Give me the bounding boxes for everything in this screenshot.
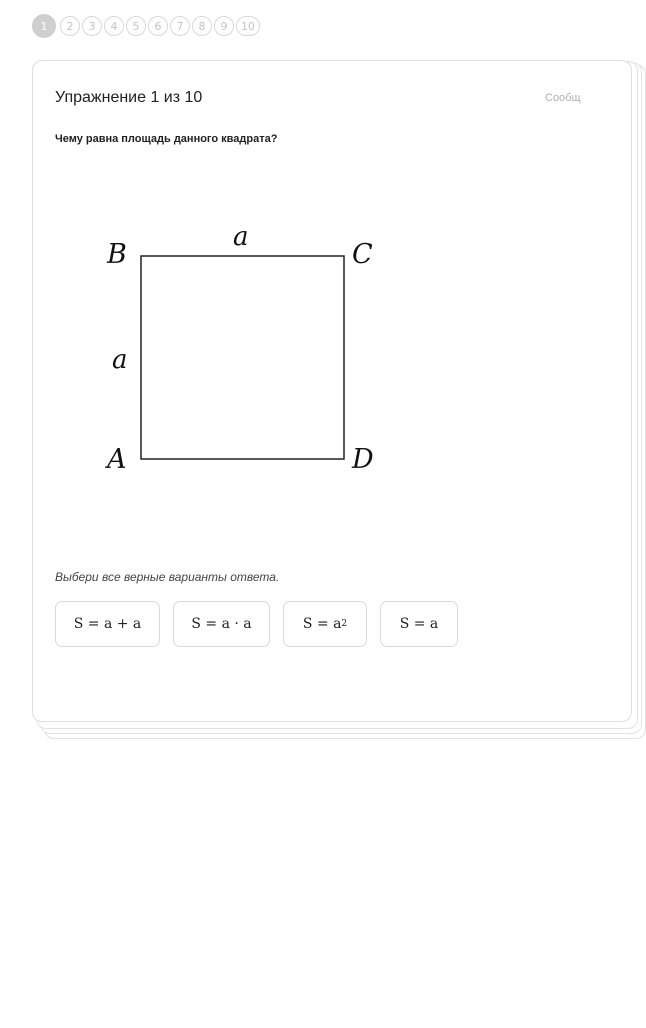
side-label-top: a bbox=[233, 222, 249, 252]
answer-option-4[interactable] bbox=[380, 601, 458, 647]
answer-option-superscript: 2 bbox=[341, 619, 348, 629]
pager-item-5[interactable]: 5 bbox=[126, 16, 146, 36]
pager-item-6[interactable]: 6 bbox=[148, 16, 168, 36]
answer-option-2[interactable] bbox=[173, 601, 270, 647]
report-link[interactable]: Сообщ bbox=[545, 92, 581, 104]
pager-item-4[interactable]: 4 bbox=[104, 16, 124, 36]
pager-item-7[interactable]: 7 bbox=[170, 16, 190, 36]
pager-item-9[interactable]: 9 bbox=[214, 16, 234, 36]
vertex-label-d: D bbox=[352, 444, 374, 475]
pager-item-2[interactable]: 2 bbox=[60, 16, 80, 36]
side-label-left: a bbox=[112, 345, 128, 375]
vertex-label-b: B bbox=[107, 239, 127, 270]
answer-option-text: S = a bbox=[302, 616, 342, 632]
question-text: Чему равна площадь данного квадрата? bbox=[55, 133, 278, 145]
answer-option-3[interactable] bbox=[283, 601, 367, 647]
pager-item-1[interactable]: 1 bbox=[32, 14, 56, 38]
answer-hint: Выбери все верные варианты ответа. bbox=[55, 570, 280, 584]
pager-item-3[interactable]: 3 bbox=[82, 16, 102, 36]
square-shape bbox=[141, 256, 344, 459]
answer-option-1[interactable] bbox=[55, 601, 160, 647]
exercise-pager bbox=[32, 14, 262, 38]
exercise-card bbox=[32, 60, 632, 722]
pager-item-10[interactable]: 10 bbox=[236, 16, 260, 36]
pager-item-8[interactable]: 8 bbox=[192, 16, 212, 36]
answer-option-text: S = a + a bbox=[73, 616, 142, 632]
square-figure bbox=[101, 217, 391, 477]
answer-option-text: S = a · a bbox=[191, 616, 252, 632]
vertex-label-a: A bbox=[107, 444, 127, 475]
exercise-title: Упражнение 1 из 10 bbox=[55, 89, 203, 106]
answer-option-text: S = a bbox=[399, 616, 439, 632]
vertex-label-c: C bbox=[352, 239, 373, 270]
